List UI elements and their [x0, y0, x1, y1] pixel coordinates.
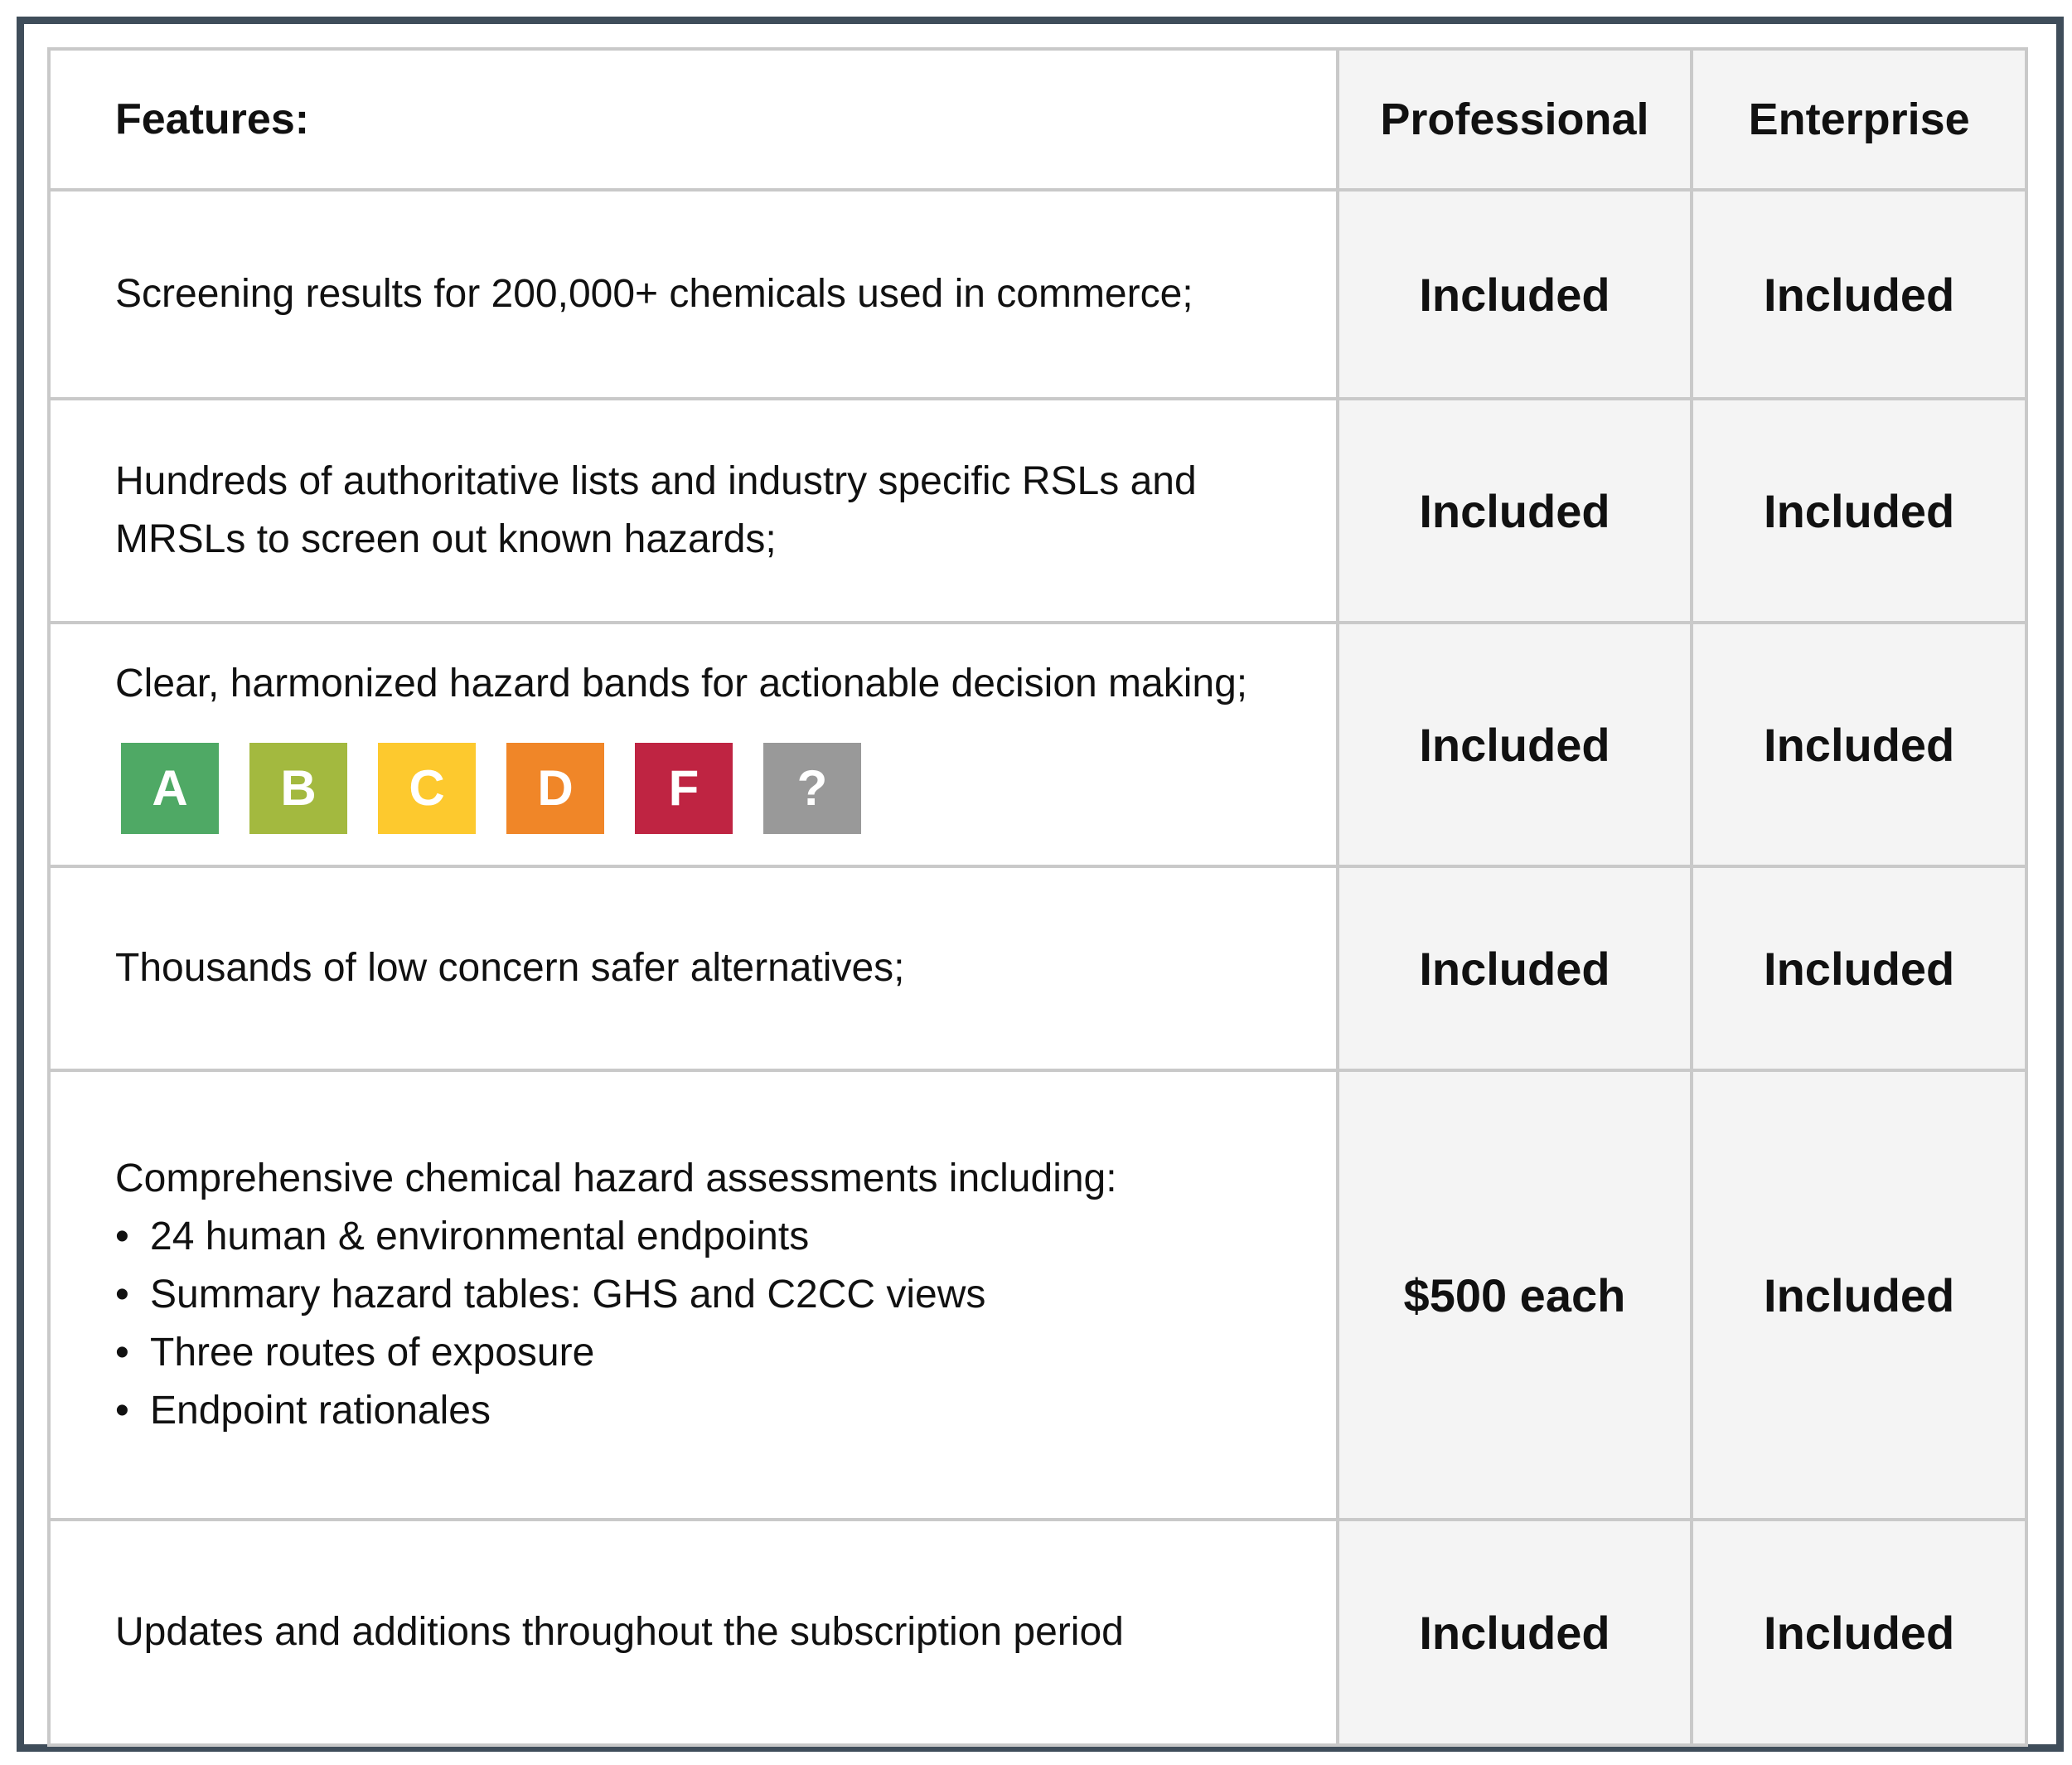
feature-line: Hundreds of authoritative lists and industry specific RSLs and: [115, 459, 1197, 503]
features-comparison-table: [47, 47, 2028, 1747]
professional-value: Included: [1338, 623, 1692, 866]
professional-value: Included: [1338, 399, 1692, 623]
list-item: • Endpoint rationales: [115, 1382, 1303, 1440]
feature-line: Comprehensive chemical hazard assessments including:: [115, 1156, 1117, 1200]
list-item: • 24 human & environmental endpoints: [115, 1208, 1303, 1266]
table-row: [49, 399, 2026, 623]
professional-value: Included: [1338, 190, 1692, 399]
hazard-band-d: D: [506, 743, 604, 834]
features-column-header: Features:: [49, 49, 1338, 190]
feature-safer-alternatives: Thousands of low concern safer alternatives;: [49, 866, 1338, 1070]
feature-line: MRSLs to screen out known hazards;: [115, 517, 777, 561]
hazard-band-b: B: [249, 743, 347, 834]
enterprise-value: Included: [1692, 1070, 2026, 1520]
feature-hazard-bands: [49, 623, 1338, 866]
enterprise-value: Included: [1692, 866, 2026, 1070]
table-row: [49, 1520, 2026, 1745]
table-row: [49, 190, 2026, 399]
list-item: • Three routes of exposure: [115, 1324, 1303, 1382]
hazard-band-c: C: [378, 743, 476, 834]
enterprise-value: Included: [1692, 399, 2026, 623]
feature-hazard-assessments: [49, 1070, 1338, 1520]
professional-column-header: Professional: [1338, 49, 1692, 190]
enterprise-value: Included: [1692, 623, 2026, 866]
table-row: [49, 623, 2026, 866]
feature-screening-results: Screening results for 200,000+ chemicals used in commerce;: [49, 190, 1338, 399]
feature-line: Clear, harmonized hazard bands for actionable decision making;: [115, 662, 1248, 706]
table-row: [49, 1070, 2026, 1520]
professional-value: Included: [1338, 1520, 1692, 1745]
enterprise-column-header: Enterprise: [1692, 49, 2026, 190]
professional-value: $500 each: [1338, 1070, 1692, 1520]
table-header-row: [49, 49, 2026, 190]
table-row: [49, 866, 2026, 1070]
list-item: • Summary hazard tables: GHS and C2CC views: [115, 1266, 1303, 1324]
hazard-band-f: F: [635, 743, 733, 834]
hazard-band-a: A: [121, 743, 219, 834]
enterprise-value: Included: [1692, 190, 2026, 399]
professional-value: Included: [1338, 866, 1692, 1070]
hazard-bands-legend: [121, 743, 1303, 834]
enterprise-value: Included: [1692, 1520, 2026, 1745]
feature-updates: Updates and additions throughout the subscription period: [49, 1520, 1338, 1745]
assessment-bullet-list: [115, 1208, 1303, 1440]
hazard-band-unknown: ?: [763, 743, 861, 834]
feature-authoritative-lists: [49, 399, 1338, 623]
